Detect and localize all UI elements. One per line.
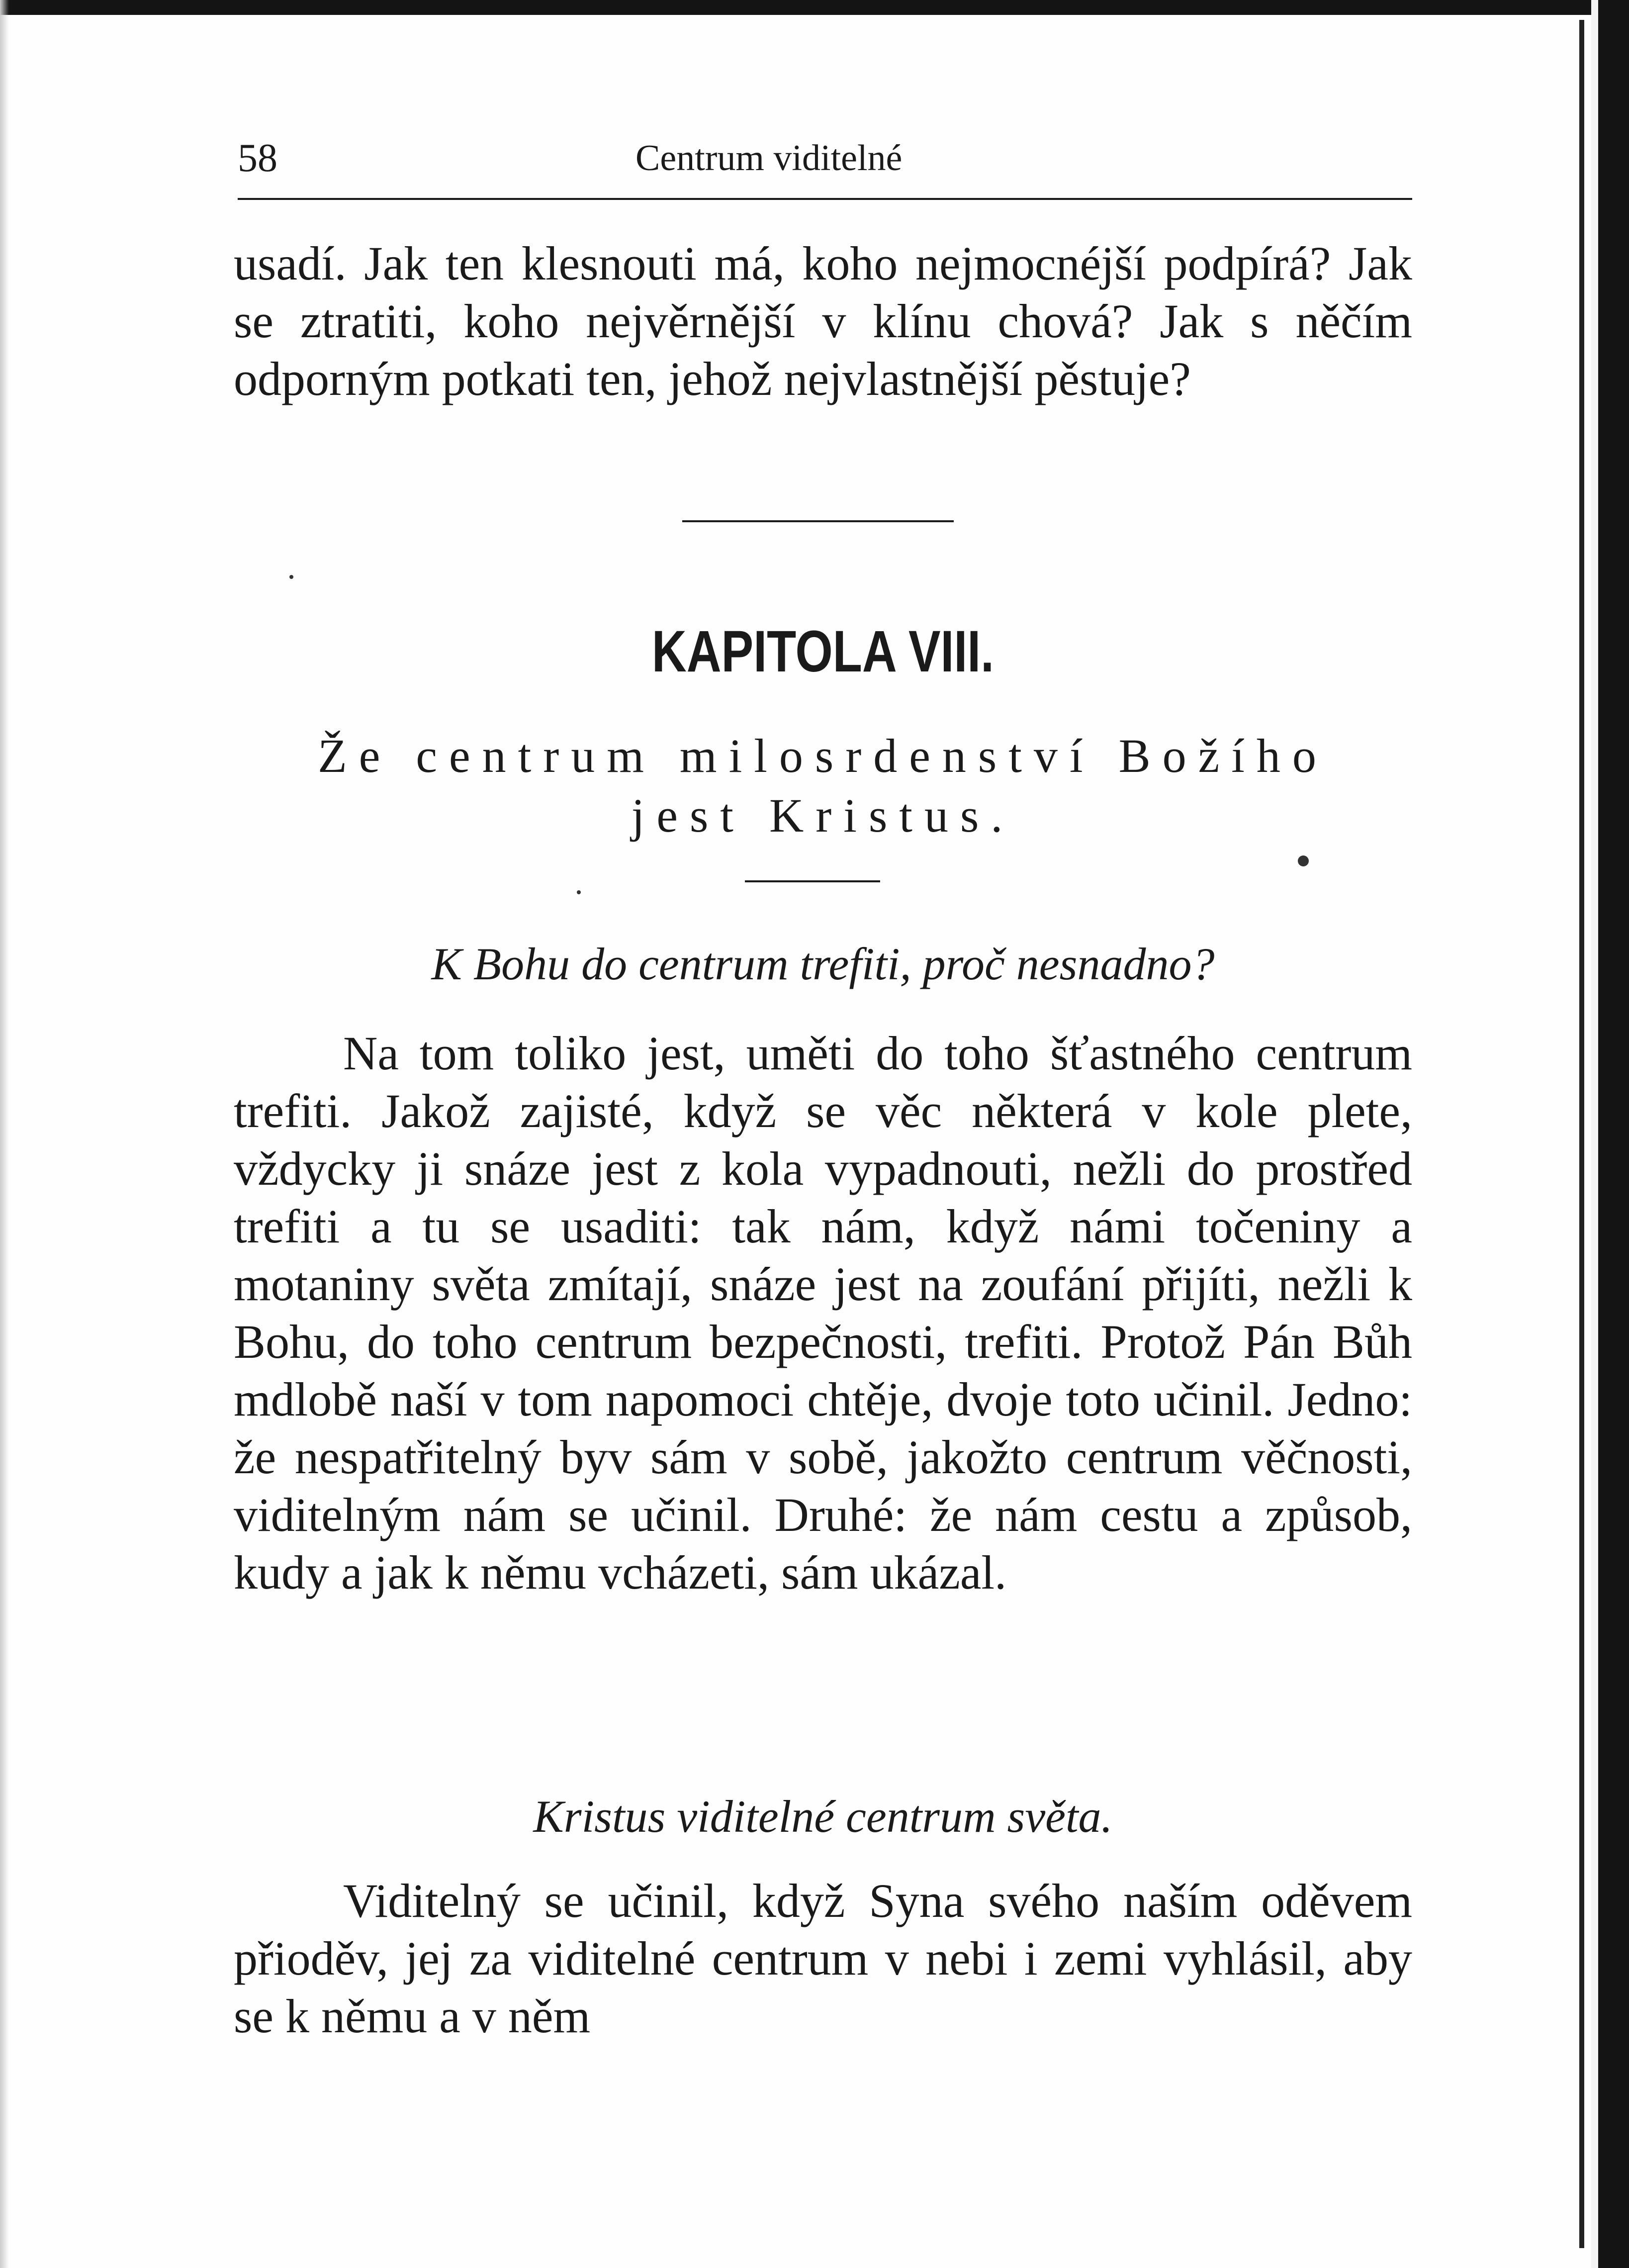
page-number: 58 xyxy=(238,136,277,180)
scan-edge-left xyxy=(0,0,9,2268)
chapter-subtitle-line-2: jest Kristus. xyxy=(631,789,1015,842)
scan-speck xyxy=(289,575,293,579)
scan-gutter-gap xyxy=(1591,0,1598,2268)
scan-edge-top xyxy=(0,0,1629,15)
scan-gutter-line xyxy=(1579,20,1584,2248)
scan-speck xyxy=(577,890,581,894)
running-head xyxy=(238,133,1411,183)
chapter-subtitle-line-1: Že centrum milosrdenství Božího xyxy=(318,729,1328,782)
paragraph-opening: usadí. Jak ten klesnouti má, koho nejmocnéjší podpírá? Jak se ztratiti, koho nejvěrnější v klínu chová? Jak s něčím odporným potkati ten, jehož nejvlastnější pěstuje? xyxy=(234,237,1412,405)
section-heading-2: Kristus viditelné centrum světa. xyxy=(533,1791,1113,1842)
header-rule xyxy=(238,198,1412,200)
chapter-subtitle xyxy=(234,726,1412,846)
scan-edge-right xyxy=(1598,0,1629,2268)
scan-speck xyxy=(1298,855,1309,866)
running-title: Centrum viditelné xyxy=(635,138,903,179)
paragraph-section-2: Viditelný se učinil, když Syna svého naším oděvem přioděv, jej za viditelné centrum v nebi i zemi vyhlásil, aby se k němu a v něm xyxy=(234,1874,1412,2043)
subtitle-divider-rule xyxy=(745,880,880,882)
paragraph-section-1: Na tom toliko jest, uměti do toho šťastného centrum trefiti. Jakož zajisté, když se věc některá v kole plete, vždycky ji snáze jest z kola vypadnouti, nežli do prostřed trefiti a tu se usaditi: tak nám, když námi točeniny a motaniny světa zmítají, snáze jest na zoufání přijíti, nežli k Bohu, do toho centrum bezpečnosti, trefiti. Protož Pán Bůh mdlobě naší v tom napomoci chtěje, dvoje toto učinil. Jedno: že nespatřitelný byv sám v sobě, jakožto centrum věčnosti, viditelným nám se učinil. Druhé: že nám cestu a způsob, kudy a jak k němu vcházeti, sám ukázal. xyxy=(234,1027,1412,1599)
section-heading-1: K Bohu do centrum trefiti, proč nesnadno? xyxy=(431,939,1215,989)
section-divider-rule xyxy=(682,520,954,522)
chapter-heading: KAPITOLA VIII. xyxy=(651,619,995,684)
